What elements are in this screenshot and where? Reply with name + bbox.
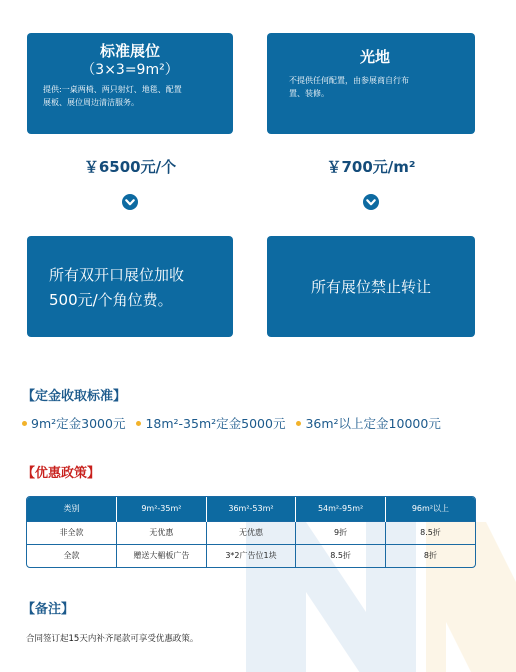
standard-booth-card <box>27 33 233 134</box>
table-row <box>27 521 475 544</box>
deposit-list <box>22 414 452 432</box>
deposit-item <box>136 414 285 432</box>
discount-table <box>26 496 476 568</box>
table-cell: 全款 <box>27 544 117 567</box>
table-cell: 8折 <box>385 544 475 567</box>
table-cell: 无优惠 <box>117 521 207 544</box>
standard-booth-price: ￥6500元/个 <box>83 158 177 176</box>
deposit-item-label: 9m²定金3000元 <box>31 416 126 431</box>
bullet-dot <box>296 421 301 426</box>
raw-space-title: 光地 <box>359 48 390 66</box>
table-cell: 3*2广告位1块 <box>206 544 296 567</box>
table-row <box>27 544 475 567</box>
table-header-cell: 9m²-35m² <box>117 497 207 521</box>
chevron-down-icon <box>122 194 138 210</box>
standard-booth-title: 标准展位 <box>99 42 160 60</box>
table-header-cell: 36m²-53m² <box>206 497 296 521</box>
table-header-cell: 96m²以上 <box>385 497 475 521</box>
raw-space-desc-line1: 不提供任何配置，由参展商自行布 <box>289 76 409 85</box>
table-cell: 赠送大楣板广告 <box>117 544 207 567</box>
table-cell: 8.5折 <box>385 521 475 544</box>
corner-fee-note-card <box>27 236 233 337</box>
no-transfer-note-text: 所有展位禁止转让 <box>310 278 431 296</box>
discount-section-title: 【优惠政策】 <box>22 466 101 481</box>
raw-space-desc-line2: 置、装修。 <box>289 89 329 98</box>
deposit-item <box>296 414 440 432</box>
bullet-dot <box>136 421 141 426</box>
chevron-down-icon <box>363 194 379 210</box>
no-transfer-note-card <box>267 236 475 337</box>
deposit-item-label: 18m²-35m²定金5000元 <box>145 416 286 431</box>
table-cell: 无优惠 <box>206 521 296 544</box>
standard-booth-desc-line2: 展板、展位周边清洁服务。 <box>43 98 139 107</box>
standard-booth-size: （3×3=9m²） <box>81 62 179 78</box>
table-cell: 9折 <box>296 521 386 544</box>
corner-fee-note-line1: 所有双开口展位加收 <box>49 266 185 284</box>
remarks-text: 合同签订起15天内补齐尾款可享受优惠政策。 <box>26 634 199 644</box>
table-cell: 非全款 <box>27 521 117 544</box>
table-header-cell: 类别 <box>27 497 117 521</box>
corner-fee-note-line2: 500元/个角位费。 <box>49 291 173 309</box>
table-header-cell: 54m²-95m² <box>296 497 386 521</box>
raw-space-card <box>267 33 475 134</box>
remarks-section-title: 【备注】 <box>22 602 75 617</box>
table-header-row <box>27 497 475 521</box>
bullet-dot <box>22 421 27 426</box>
raw-space-price: ￥700元/m² <box>326 158 416 176</box>
deposit-item <box>22 414 125 432</box>
table-cell: 8.5折 <box>296 544 386 567</box>
standard-booth-desc-line1: 提供:一桌两椅、两只射灯、地毯、配置 <box>43 85 182 94</box>
deposit-item-label: 36m²以上定金10000元 <box>305 416 441 431</box>
deposit-section-title: 【定金收取标准】 <box>22 389 127 404</box>
